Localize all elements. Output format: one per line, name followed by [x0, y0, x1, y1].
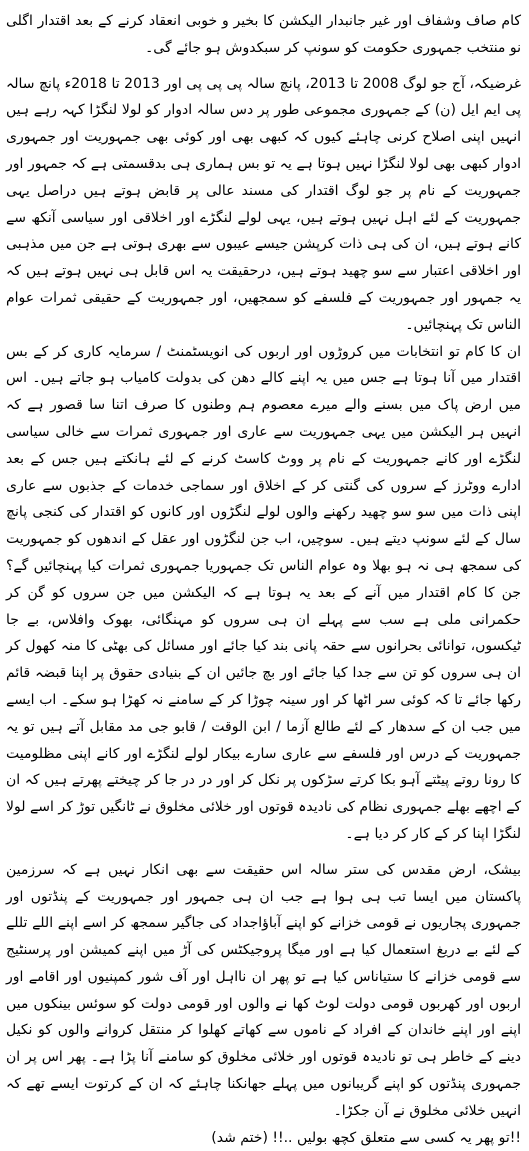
article-paragraph-3: ان کا کام تو انتخابات میں کروڑوں اور اربوں کی انویسٹمنٹ / سرمایہ کاری کر کے بس اقتدار میں آنا ہوتا ہے جس میں یہ اپنے کالے دھن کی بدولت کامیاب ہو جاتے ہیں۔ اس میں ارض پاک میں بسنے والے میرے معصوم ہم وطنوں کا صرف اتنا سا قصور ہے کہ انہیں ہر الیکشن میں یہی جمہوریت سے عاری اور جمہوری ثمرات سے خالی سیاسی لنگڑے اور کانے جمہوریت کے نام پر ووٹ کاسٹ کرنے کے لئے ہانکتے ہیں جس کے بعد ادارے ووٹرز کے سروں کی گنتی کر کے اخلاق اور سماجی خدمات کے جذبوں سے عاری اپنی ذات میں سو سو چھید رکھنے والوں لولے لنگڑوں اور کانوں کو اقتدار کی کنجی پانچ سال کے لئے سونپ دیتے ہیں۔ سوچیں، اب جن لنگڑوں اور عقل کے اندھوں کو جمہوریت کی سمجھ ہی نہ ہو بھلا وہ عوام الناس تک جمہوریا جمہوری ثمرات کیا پہنچائیں گے؟ جن کا کام اقتدار میں آنے کے بعد یہ ہوتا ہے کہ الیکشن میں جن سروں کو گن کر حکمرانی ملی ہے سب سے پہلے ان ہی سروں کو مہنگائی، بھوک وافلاس، بے جا ٹیکسوں، توانائی بحرانوں سے حقہ پانی بند کیا جائے اور مسائل کی بھٹی کا منہ کھول کر ان ہی سروں کو تن سے جدا کیا جائے اور بچ جائیں ان کے بنیادی حقوق پر اپنا قبضہ قائم رکھا جائے تا کہ کوئی سر اٹھا کر اور سینہ چوڑا کر کے سامنے نہ کھڑا ہو سکے۔ اب ایسے میں جب ان کے سدھار کے لئے طالع آزما / ابن الوقت / قابو جی مد مقابل آتے ہیں تو یہ جمہوریت کے درس اور فلسفے سے عاری سارے بیکار لولے لنگڑے اور کانے اپنی مظلومیت کا رونا روتے پیٹتے آہو بکا کرتے سڑکوں پر نکل کر اور در در جا کر چیختے پھرتے ہیں کہ ان کے اچھے بھلے جمہوری نظام کی نادیدہ قوتوں اور خلائی مخلوق نے ٹانگیں توڑ کر اسے لولا لنگڑا اپنا کر کے کار کر دیا ہے۔ [6, 343, 521, 842]
article-paragraph-1: کام صاف وشفاف اور غیر جانبدار الیکشن کا بخیر و خوبی انعقاد کرنے کے بعد اقتدار اگلی نو منتخب جمہوری حکومت کو سونپ کر سبکدوش ہو جائے گی۔ [6, 13, 521, 56]
article-paragraph-4: بیشک، ارض مقدس کی ستر سالہ اس حقیقت سے بھی انکار نہیں ہے کہ سرزمین پاکستان میں ایسا تب ہی ہوا ہے جب ان ہی جمہور اور جمہوریت کے پنڈتوں اور جمہوری پجاریوں نے قومی خزانے کو اپنے آباؤاجداد کی جاگیر سمجھ کر اسے اپنے اللے تللے کے لئے بے دریغ استعمال کیا ہے اور میگا پروجیکٹس کی آڑ میں اپنے کمیشن اور پرسنٹیج سے قومی خزانے کا ستیاناس کیا ہے تو پھر ان نااہل اور آف شور کمپنیوں اور اقامے اور اربوں اور کھربوں قومی دولت لوٹ کھا نے والوں اور قومی دولت کو سوئس بینکوں میں اپنے اور اپنے خاندان کے افراد کے ناموں سے کھاتے کھلوا کر منتقل کروانے والوں کو نکیل دینے کے خاطر ہی تو نادیدہ قوتوں اور خلائی مخلوق کو سامنے آنا پڑا ہے۔ پھر اس پر ان جمہوری پنڈتوں کو اپنے گریبانوں میں پہلے جھانکنا چاہئے کہ ان کے کرتوت ایسے تھے کہ انہیں خلائی مخلوق نے آن جکڑا۔ [6, 861, 521, 1119]
article-closing-line: !!تو پھر یہ کسی سے متعلق کچھ بولیں ..!! (ختم شد) [211, 1129, 521, 1146]
article-paragraph-2: غرضیکہ، آج جو لوگ 2008 تا 2013، پانچ سالہ پی پی پی اور 2013 تا 2018ء پانچ سالہ پی ایم ایل (ن) کے جمہوری مجموعی طور پر دس سالہ ادوار کو لولا لنگڑا کہہ رہے ہیں انہیں اپنی اصلاح کرنی چاہئے کیوں کہ کبھی بھی اور کوئی بھی جمہوریت اور جمہوری ادوار کبھی بھی لولا لنگڑا نہیں ہوتا ہے یہ تو بس ہماری ہی بدقسمتی ہے کہ جمہور اور جمہوریت کے نام پر جو لوگ اقتدار کی مسند عالی پر قابض ہوتے ہیں دراصل یہی جمہوریت کے لئے اہل نہیں ہوتے ہیں، یہی لولے لنگڑے اور اخلاقی اور سیاسی آنکھ سے کانے ہوتے ہیں، ان کی ہی ذات کرپشن جیسے عیبوں سے بھری ہوتی ہے جن میں مذہبی اور اخلاقی اعتبار سے سو چھید ہوتے ہیں، درحقیقت یہ اس قابل ہی نہیں ہوتے ہیں کہ یہ جمہور اور جمہوریت کے فلسفے کو سمجھیں، اور جمہوریت کے حقیقی ثمرات عوام الناس تک پہنچائیں۔ [6, 75, 522, 333]
